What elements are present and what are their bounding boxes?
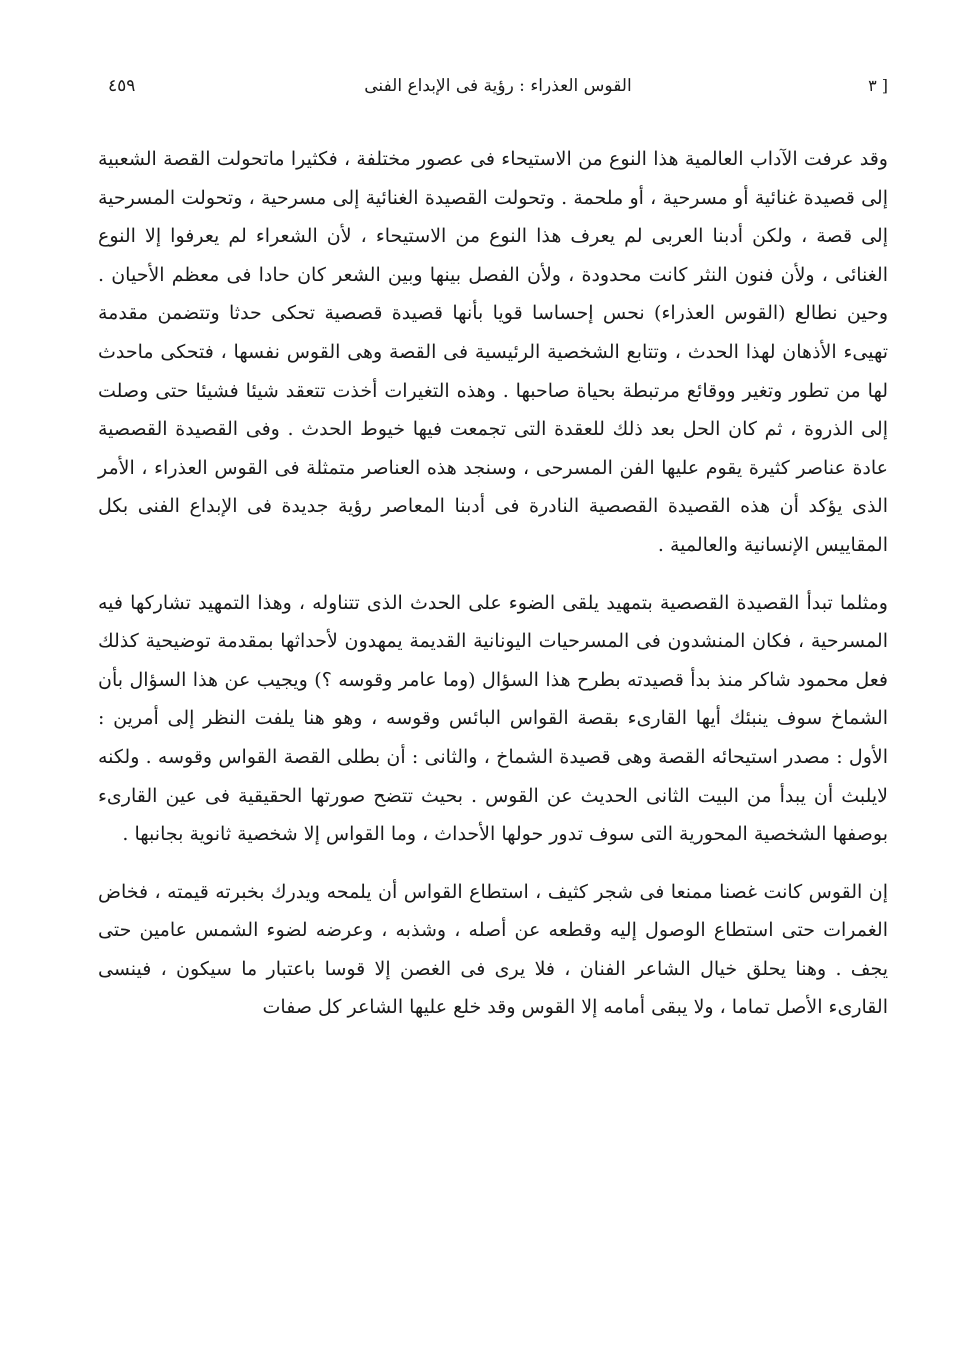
paragraph-2: ومثلما تبدأ القصيدة القصصية بتمهيد يلقى الضوء على الحدث الذى تتناوله ، وهذا التمهيد تشاركها فيه المسرحية ، فكان المنشدون فى المسرحيات اليونانية القديمة يمهدون لأحداثها بمقدمة توضيحية كذلك فعل محمود شاكر منذ بدأ قصيدته بطرح هذا السؤال (وما عامر وقوسه ؟) ويجيب عن هذا السؤال بأن الشماخ سوف ينبئك أيها القارىء بقصة القواس البائس وقوسه ، وهو هنا يلفت النظر إلى أمرين : الأول : مصدر استيحائه القصة وهى قصيدة الشماخ ، والثانى : أن بطلى القصة القواس وقوسه . ولكنه لايلبث أن يبدأ من البيت الثانى الحديث عن القوس . بحيث تتضح صورتها الحقيقية فى عين القارىء بوصفها الشخصية المحورية التى سوف تدور حولها الأحداث ، وما القواس إلا شخصية ثانوية بجانبها . [98,591,888,846]
page-number: ٤٥٩ [108,76,136,96]
paragraph-1: وقد عرفت الآداب العالمية هذا النوع من الاستيحاء فى عصور مختلفة ، فكثيرا ماتحولت القصة الشعبية إلى قصيدة غنائية أو مسرحية ، أو ملحمة . وتحولت القصيدة الغنائية إلى مسرحية ، وتحولت المسرحية إلى قصة ، ولكن أدبنا العربى لم يعرف هذا النوع من الاستيحاء ، لأن الشعراء لم يعرفوا إلا النوع الغنائى ، ولأن فنون النثر كانت محدودة ، ولأن الفصل بينها وبين الشعر كان حادا فى معظم الأحيان . وحين نطالع (القوس العذراء) نحس إحساسا قويا بأنها قصيدة قصصية تحكى حدثا وتتضمن مقدمة تهيىء الأذهان لهذا الحدث ، وتتابع الشخصية الرئيسية فى القصة وهى القوس نفسها ، فتحكى ماحدث لها من تطور وتغير ووقائع مرتبطة بحياة صاحبها . وهذه التغيرات أخذت تتعقد شيئا فشيئا حتى وصلت إلى الذروة ، ثم كان الحل بعد ذلك للعقدة التى تجمعت فيها خيوط الحدث . وفى القصيدة القصصية عادة عناصر كثيرة يقوم عليها الفن المسرحى ، وسنجد هذه العناصر متمثلة فى القوس العذراء ، الأمر الذى يؤكد أن هذه القصيدة القصصية النادرة فى أدبنا المعاصر رؤية جديدة فى الإبداع الفنى بكل المقاييس الإنسانية والعالمية . [98,148,888,556]
paragraph-3: إن القوس كانت غصنا ممنعا فى شجر كثيف ، استطاع القواس أن يلمحه ويدرك بخبرته قيمته ، فخاض الغمرات حتى استطاع الوصول إليه وقطعه عن أصله ، وشذبه ، وعرضه لضوء الشمس عامين حتى يجف . وهنا يحلق خيال الشاعر الفنان ، فلا يرى فى الغصن إلا قوسا باعتبار ما سيكون ، فينسى القارىء الأصل تماما ، ولا يبقى أمامه إلا القوس وقد خلع عليها الشاعر كل صفات [98,880,888,1019]
page-header [108,76,888,106]
running-title: القوس العذراء : رؤية فى الإبداع الفنى [364,76,632,96]
body-text [98,140,888,1027]
header-section-marker: [ ٣ [868,76,888,95]
